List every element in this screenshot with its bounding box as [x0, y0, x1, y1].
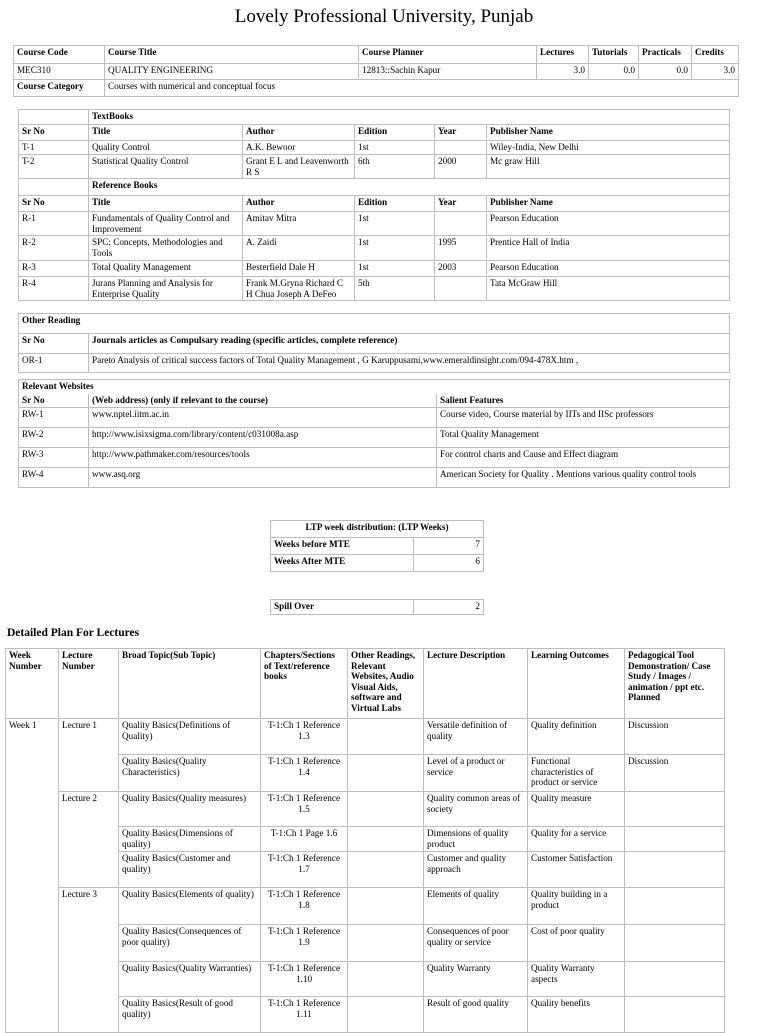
ltp-table [270, 520, 484, 572]
lecture-number: Lecture 3 [59, 888, 119, 1033]
course-category-label: Course Category [14, 80, 105, 97]
col-year: Year [435, 125, 487, 141]
website-link[interactable]: www.asq.org [89, 468, 437, 488]
table-row: Quality Basics(Quality Warranties) T-1:Ch 1 Reference 1.10 Quality Warranty Quality Warranty aspects [6, 962, 725, 997]
websites-table: Relevant Websites Sr No (Web address) (only if relevant to the course) Salient Features RW-1 www.nptel.iitm.ac.in Course video, Course material by IITs and IISc professors RW-2 http://www.isixsigma.com/library/content/c031008a.asp Total Quality Management RW-3 http://www.pathmaker.com/resources/tools For control charts and Cause and Effect diagram RW-4 www.asq.org American Society for Quality . Mentions various quality control tools [18, 379, 730, 488]
practicals-value: 0.0 [639, 64, 692, 80]
table-row: Quality Basics(Customer and quality) T-1:Ch 1 Reference 1.7 Customer and quality approach Customer Satisfaction [6, 852, 725, 888]
table-row: OR-1 Pareto Analysis of critical success factors of Total Quality Management , G Karuppusami,www.emeraldinsight.com/094-478X.htm , [19, 354, 730, 373]
course-info-table [13, 45, 739, 97]
credits-value: 3.0 [692, 64, 739, 80]
other-reading-section-title: Other Reading [19, 314, 730, 334]
lecture-plan-table [5, 648, 725, 1033]
table-row: RW-1 www.nptel.iitm.ac.in Course video, Course material by IITs and IISc professors [19, 408, 730, 428]
col-srno: Sr No [19, 125, 89, 141]
other-reading-table: Other Reading Sr No Journals articles as Compulsary reading (specific articles, complete reference) OR-1 Pareto Analysis of critical success factors of Total Quality Management , G Karuppusami,www.emeraldinsight.com/094-478X.htm , [18, 313, 730, 373]
reference-header-row: Sr No Title Author Edition Year Publisher Name [19, 196, 730, 212]
header-course-planner: Course Planner [359, 46, 537, 64]
weeks-before-mte-label: Weeks before MTE [271, 538, 414, 555]
lecture-number: Lecture 1 [59, 719, 119, 792]
table-row: R-3 Total Quality Management Besterfield Dale H 1st 2003 Pearson Education [19, 261, 730, 277]
table-row: Quality Basics(Quality Characteristics) T-1:Ch 1 Reference 1.4 Level of a product or service Functional characteristics of product or service Discussion [6, 755, 725, 792]
table-row: RW-2 http://www.isixsigma.com/library/content/c031008a.asp Total Quality Management [19, 428, 730, 448]
table-row: R-2 SPC: Concepts, Methodologies and Tools A. Zaidi 1st 1995 Prentice Hall of India [19, 236, 730, 261]
header-course-title: Course Title [105, 46, 359, 64]
tutorials-value: 0.0 [589, 64, 639, 80]
table-row: T-2 Statistical Quality Control Grant E L and Leavenworth R S 6th 2000 Mc graw Hill [19, 155, 730, 179]
table-row: Quality Basics(Consequences of poor quality) T-1:Ch 1 Reference 1.9 Consequences of poor quality or service Cost of poor quality [6, 925, 725, 962]
header-lectures: Lectures [537, 46, 589, 64]
spill-over-value: 2 [414, 600, 484, 615]
spill-over-label: Spill Over [271, 600, 414, 615]
course-title: QUALITY ENGINEERING [105, 64, 359, 80]
header-course-code: Course Code [14, 46, 105, 64]
books-table [18, 109, 730, 301]
page-title: Lovely Professional University, Punjab [234, 6, 534, 27]
ltp-title: LTP week distribution: (LTP Weeks) [271, 521, 484, 538]
weeks-after-mte-value: 6 [414, 555, 484, 572]
table-row: Week 1 Lecture 1 Quality Basics(Definitions of Quality) T-1:Ch 1 Reference 1.3 Versatile definition of quality Quality definition Discussion [6, 719, 725, 755]
header-credits: Credits [692, 46, 739, 64]
col-edition: Edition [355, 125, 435, 141]
website-link[interactable]: http://www.pathmaker.com/resources/tools [89, 448, 437, 468]
spill-over-table [270, 599, 484, 615]
col-author: Author [243, 125, 355, 141]
plan-header-row: Week Number Lecture Number Broad Topic(Sub Topic) Chapters/Sections of Text/reference books Other Readings, Relevant Websites, Audio Visual Aids, software and Virtual Labs Lecture Description Learning Outcomes Pedagogical Tool Demonstration/ Case Study / Images / animation / ppt etc. Planned [6, 649, 725, 719]
detailed-plan-heading: Detailed Plan For Lectures [7, 627, 140, 639]
table-row: Lecture 2 Quality Basics(Quality measures) T-1:Ch 1 Reference 1.5 Quality common areas of society Quality measure [6, 792, 725, 827]
lectures-value: 3.0 [537, 64, 589, 80]
table-row: RW-4 www.asq.org American Society for Quality . Mentions various quality control tools [19, 468, 730, 488]
websites-section-title: Relevant Websites [19, 380, 730, 394]
table-row: Quality Basics(Dimensions of quality) T-1:Ch 1 Page 1.6 Dimensions of quality product Quality for a service [6, 827, 725, 852]
course-code: MEC310 [14, 64, 105, 80]
website-link[interactable]: www.nptel.iitm.ac.in [89, 408, 437, 428]
col-title: Title [89, 125, 243, 141]
website-link[interactable]: http://www.isixsigma.com/library/content/c031008a.asp [89, 428, 437, 448]
week-number: Week 1 [6, 719, 59, 1033]
course-category: Courses with numerical and conceptual focus [105, 80, 739, 97]
weeks-before-mte-value: 7 [414, 538, 484, 555]
table-row: RW-3 http://www.pathmaker.com/resources/tools For control charts and Cause and Effect diagram [19, 448, 730, 468]
header-practicals: Practicals [639, 46, 692, 64]
textbooks-header-row [19, 125, 730, 141]
weeks-after-mte-label: Weeks After MTE [271, 555, 414, 572]
header-tutorials: Tutorials [589, 46, 639, 64]
table-row: R-4 Jurans Planning and Analysis for Enterprise Quality Frank M.Gryna Richard C H Chua Joseph A DeFeo 5th Tata McGraw Hill [19, 277, 730, 301]
textbooks-section-title: TextBooks [89, 110, 730, 125]
course-planner: 12813::Sachin Kapur [359, 64, 537, 80]
table-row: T-1 Quality Control A.K. Bewoor 1st Wiley-India, New Delhi [19, 141, 730, 155]
table-row: R-1 Fundamentals of Quality Control and Improvement Amitav Mitra 1st Pearson Education [19, 212, 730, 236]
reference-books-section-title: Reference Books [89, 179, 730, 196]
col-publisher: Publisher Name [487, 125, 730, 141]
lecture-number: Lecture 2 [59, 792, 119, 888]
table-row: Lecture 3 Quality Basics(Elements of quality) T-1:Ch 1 Reference 1.8 Elements of quality Quality building in a product [6, 888, 725, 925]
table-row: Quality Basics(Result of good quality) T-1:Ch 1 Reference 1.11 Result of good quality Quality benefits [6, 997, 725, 1033]
